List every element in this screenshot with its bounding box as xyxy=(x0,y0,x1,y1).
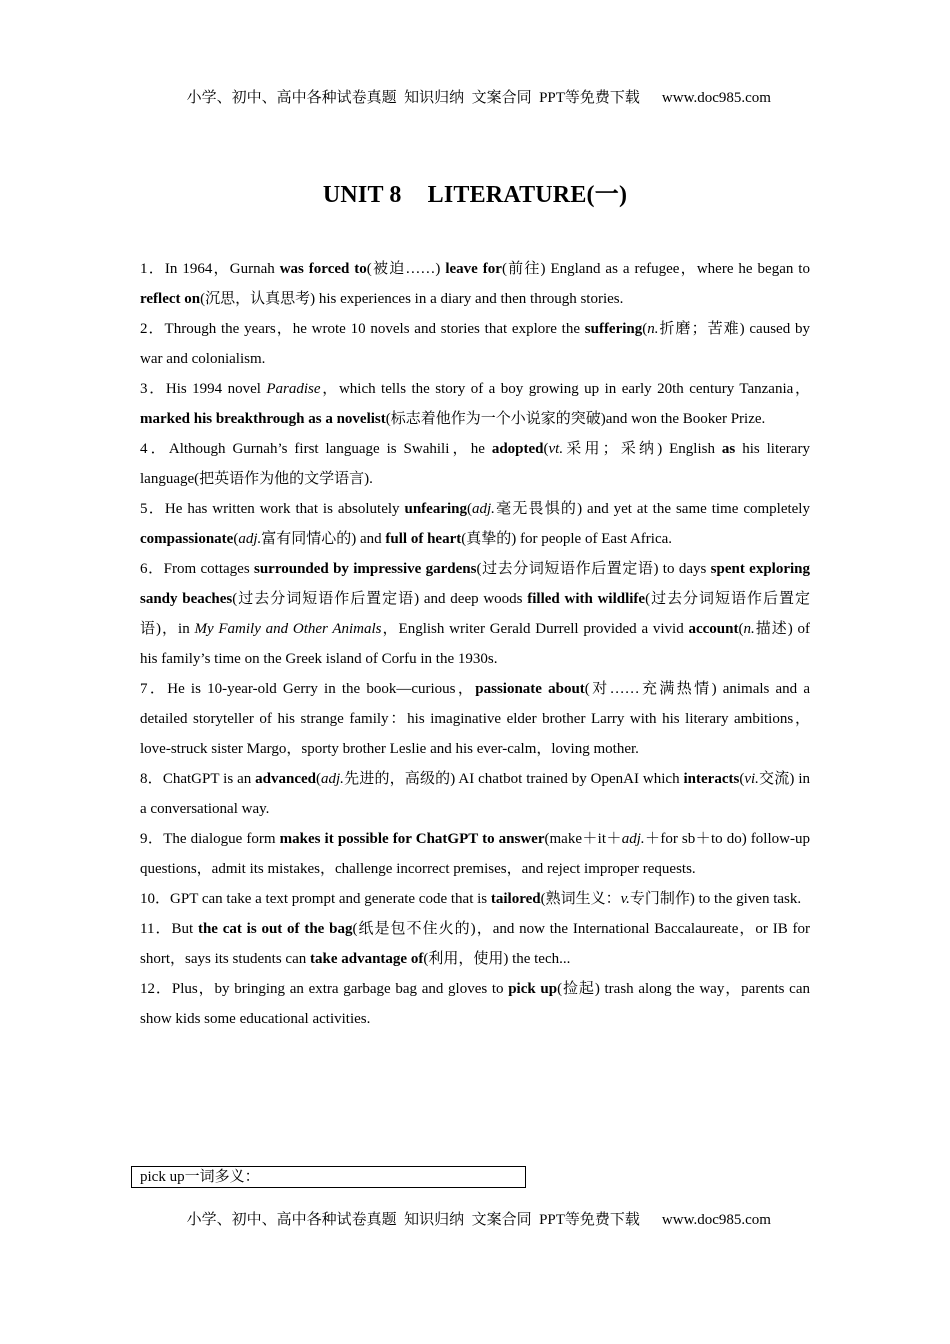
italic-text: vt. xyxy=(548,441,564,457)
italic-text: vi. xyxy=(744,771,759,787)
sentence-text: (前往) England as a refugee，where he began to xyxy=(501,261,810,277)
key-phrase: surrounded by impressive gardens xyxy=(254,561,477,577)
sentence-number: 8． xyxy=(140,771,163,787)
sentence-text: (沉思，认真思考) his experiences in a diary and then through stories. xyxy=(200,291,624,307)
key-phrase: advanced xyxy=(255,771,317,787)
key-phrase: take advantage of xyxy=(310,951,424,967)
sentence-number: 10． xyxy=(140,891,171,907)
sentence-text: Although Gurnah’s first language is Swahili，he xyxy=(168,441,492,457)
sentence-item xyxy=(140,764,810,824)
sentence-text: ( xyxy=(738,621,744,637)
sentence-text: (熟词生义： xyxy=(540,891,621,907)
sentence-number: 1． xyxy=(140,261,165,277)
sentence-text: (make＋it＋ xyxy=(544,831,622,847)
sentence-text: The dialogue form xyxy=(163,831,280,847)
key-phrase: leave for xyxy=(445,261,502,277)
sentence-text: ( xyxy=(233,531,239,547)
sentence-number: 5． xyxy=(140,501,165,517)
key-phrase: account xyxy=(688,621,739,637)
italic-text: v. xyxy=(620,891,630,907)
key-phrase: adopted xyxy=(491,441,544,457)
sentence-text: (真挚的) for people of East Africa. xyxy=(461,531,673,547)
footer-url[interactable]: www.doc985.com xyxy=(661,1212,771,1228)
sentence-text: He is 10-year-old Gerry in the book—curious， xyxy=(167,681,476,697)
sentence-text: 先进的，高级的) AI chatbot trained by OpenAI which xyxy=(343,771,684,787)
sentence-text: ( xyxy=(642,321,648,337)
sentence-text: He has written work that is absolutely xyxy=(164,501,405,517)
sentence-text: 描述) of his family’s time on the Greek island of Corfu in the 1930s. xyxy=(140,621,810,667)
italic-text: n. xyxy=(647,321,659,337)
sentence-number: 2． xyxy=(140,321,165,337)
key-phrase: full of heart xyxy=(385,531,462,547)
key-phrase: interacts xyxy=(683,771,740,787)
sentence-text: 采用；采纳) English xyxy=(563,441,722,457)
sentence-text: In 1964，Gurnah xyxy=(164,261,280,277)
key-phrase: compassionate xyxy=(140,531,234,547)
italic-text: adj. xyxy=(621,831,645,847)
sentence-text: ( xyxy=(739,771,745,787)
page-title xyxy=(0,174,950,209)
sentence-text: Through the years，he wrote 10 novels and stories that explore the xyxy=(164,321,585,337)
sentence-number: 3． xyxy=(140,381,166,397)
sentence-text: (纸是包不住火的)，and now the International Baccalaureate，or IB for short，says its students can xyxy=(140,921,810,967)
sentence-item xyxy=(140,434,810,494)
unit-label: UNIT 8 xyxy=(322,182,402,208)
page-header xyxy=(0,69,950,107)
sentence-text: ，English writer Gerald Durrell provided a vivid xyxy=(381,621,689,637)
sentence-text: (对……充满热情) animals and a detailed storyteller of his strange family：his imaginative elder brother Larry with his literary ambitions，love-struck sister Margo，sporty brother Leslie and his ever-calm，loving mother. xyxy=(140,681,810,757)
key-phrase: tailored xyxy=(490,891,541,907)
sentence-text: (过去分词短语作后置定语) and deep woods xyxy=(232,591,528,607)
pick-up-meanings-box xyxy=(131,1166,526,1188)
sentence-item xyxy=(140,674,810,764)
key-phrase: makes it possible for ChatGPT to answer xyxy=(279,831,545,847)
sentence-text: 富有同情心的) and xyxy=(261,531,386,547)
key-phrase: as xyxy=(721,441,736,457)
sentence-number: 6． xyxy=(140,561,164,577)
sentence-text: (标志着他作为一个小说家的突破)and won the Booker Prize. xyxy=(385,411,766,427)
sentence-text: 交流) in a conversational way. xyxy=(140,771,810,817)
key-phrase: the cat is out of the bag xyxy=(197,921,353,937)
italic-text: adj. xyxy=(321,771,344,787)
sentence-text: ChatGPT is an xyxy=(162,771,256,787)
italic-text: My Family and Other Animals xyxy=(194,621,382,637)
key-phrase: reflect on xyxy=(140,291,201,307)
sentence-text: (过去分词短语作后置定语)，in xyxy=(140,591,810,637)
sentence-item xyxy=(140,374,810,434)
sentence-text: Plus，by bringing an extra garbage bag and gloves to xyxy=(171,981,509,997)
key-phrase: passionate about xyxy=(475,681,585,697)
sentence-text: But xyxy=(171,921,198,937)
key-phrase: was forced to xyxy=(279,261,367,277)
box-label: pick up一词多义： xyxy=(140,1169,260,1185)
key-phrase: pick up xyxy=(508,981,558,997)
sentence-text: 折磨；苦难) caused by war and colonialism. xyxy=(140,321,810,367)
sentence-number: 12． xyxy=(140,981,172,997)
sentence-text: 专门制作) to the given task. xyxy=(629,891,802,907)
header-text: 小学、初中、高中各种试卷真题 知识归纳 文案合同 PPT等免费下载 xyxy=(186,90,640,106)
sentence-text: ，which tells the story of a boy growing up in early 20th century Tanzania， xyxy=(320,381,810,397)
sentence-item xyxy=(140,824,810,884)
italic-text: Paradise xyxy=(266,381,321,397)
page-footer xyxy=(0,1191,950,1229)
sentence-item xyxy=(140,914,810,974)
sentence-text: (利用，使用) the tech... xyxy=(423,951,571,967)
sentence-list xyxy=(140,254,810,1034)
sentence-number: 7． xyxy=(140,681,168,697)
sentence-item xyxy=(140,314,810,374)
sentence-item xyxy=(140,884,810,914)
sentence-text: his literary language(把英语作为他的文学语言). xyxy=(140,441,810,487)
italic-text: adj. xyxy=(472,501,495,517)
sentence-text: ( xyxy=(467,501,472,517)
header-url[interactable]: www.doc985.com xyxy=(661,90,771,106)
sentence-text: ＋for sb＋to do) follow-up questions，admit its mistakes，challenge incorrect premises，and reject improper requests. xyxy=(140,831,810,877)
sentence-item xyxy=(140,254,810,314)
key-phrase: filled with wildlife xyxy=(527,591,646,607)
sentence-number: 9． xyxy=(140,831,164,847)
sentence-number: 4． xyxy=(140,441,169,457)
sentence-text: His 1994 novel xyxy=(165,381,267,397)
unit-name: LITERATURE(一) xyxy=(427,182,628,208)
sentence-text: (过去分词短语作后置定语) to days xyxy=(476,561,711,577)
sentence-item xyxy=(140,494,810,554)
sentence-text: From cottages xyxy=(163,561,254,577)
italic-text: n. xyxy=(743,621,755,637)
sentence-text: ( xyxy=(316,771,322,787)
sentence-text: 毫无畏惧的) and yet at the same time completely xyxy=(494,501,810,517)
key-phrase: marked his breakthrough as a novelist xyxy=(140,411,386,427)
sentence-item xyxy=(140,974,810,1034)
italic-text: adj. xyxy=(238,531,262,547)
sentence-item xyxy=(140,554,810,674)
key-phrase: spent exploring sandy beaches xyxy=(140,561,810,607)
sentence-number: 11． xyxy=(140,921,172,937)
sentence-text: GPT can take a text prompt and generate code that is xyxy=(170,891,491,907)
sentence-text: ( xyxy=(543,441,549,457)
sentence-text: (被迫……) xyxy=(366,261,446,277)
key-phrase: unfearing xyxy=(404,501,467,517)
footer-text: 小学、初中、高中各种试卷真题 知识归纳 文案合同 PPT等免费下载 xyxy=(186,1212,640,1228)
key-phrase: suffering xyxy=(584,321,643,337)
sentence-text: (捡起) trash along the way，parents can show kids some educational activities. xyxy=(140,981,810,1027)
